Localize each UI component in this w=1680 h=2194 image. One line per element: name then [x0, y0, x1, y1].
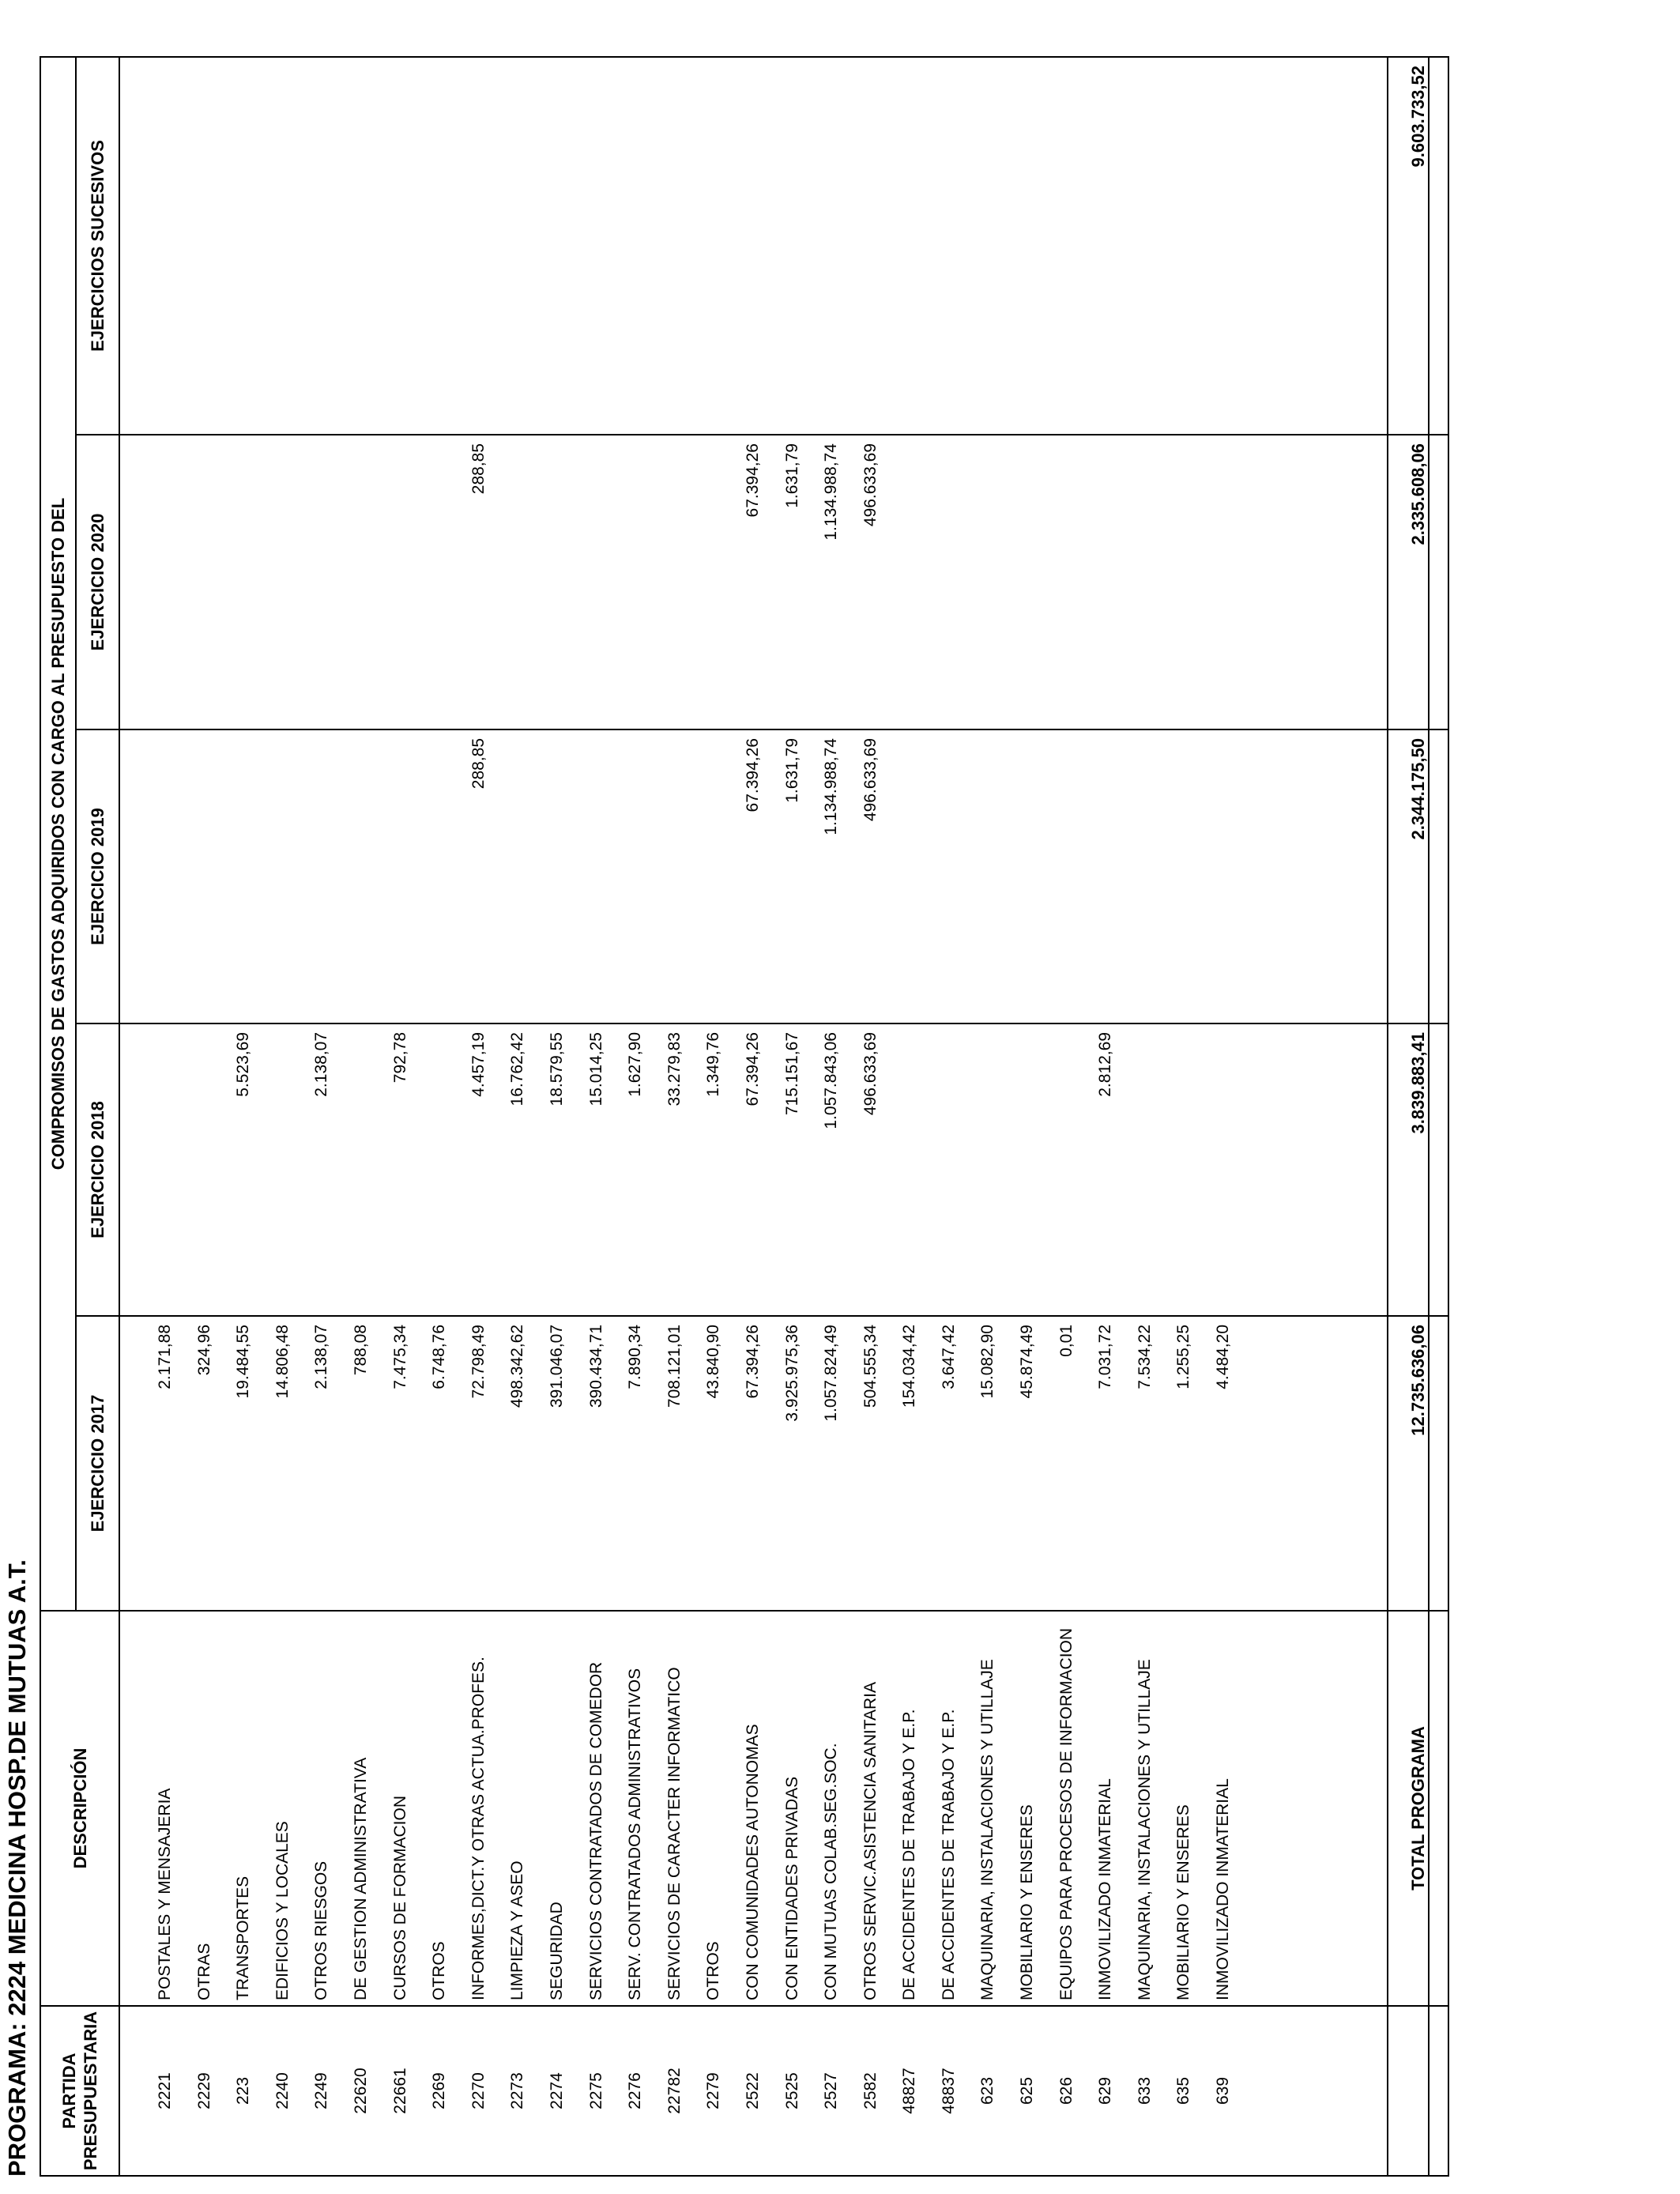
row-1-ej2020 — [185, 443, 224, 729]
row-8-ej2017: 72.798,49 — [469, 1325, 488, 1399]
row-23-ej2020 — [1047, 443, 1087, 729]
row-22-sucesivos — [1008, 66, 1047, 434]
row-4-ej2020 — [302, 443, 341, 729]
row-19-ej2019 — [890, 738, 929, 1023]
row-14-ej2017: 43.840,90 — [704, 1325, 723, 1399]
row-5-descripcion: DE GESTION ADMINISTRATIVA — [351, 1757, 370, 2000]
total-ejercicio-2019: 2.344.175,50 — [1388, 729, 1448, 1023]
row-17-descripcion: CON MUTUAS COLAB.SEG.SOC. — [822, 1743, 841, 2000]
row-14-sucesivos — [694, 66, 733, 434]
row-14-descripcion: OTROS — [704, 1941, 723, 2000]
row-7-ej2018 — [420, 1032, 459, 1315]
row-20-partida: 48837 — [939, 2068, 958, 2114]
row-15-partida: 2522 — [743, 2072, 762, 2109]
row-24-ej2019 — [1086, 738, 1125, 1023]
ejercicio-2019-column — [119, 729, 1429, 1023]
row-24-descripcion: INMOVILIZADO INMATERIAL — [1096, 1778, 1115, 2000]
row-27-ej2020 — [1203, 443, 1243, 729]
row-18-sucesivos — [851, 66, 891, 434]
row-5-ej2019 — [341, 738, 381, 1023]
header-descripcion: DESCRIPCIÓN — [40, 1611, 119, 2006]
row-17-ej2019: 1.134.988,74 — [822, 738, 841, 835]
row-11-ej2018: 15.014,25 — [586, 1032, 605, 1106]
row-13-ej2019 — [655, 738, 695, 1023]
row-7-ej2019 — [420, 738, 459, 1023]
row-18-partida: 2582 — [861, 2072, 880, 2109]
row-27-ej2019 — [1203, 738, 1243, 1023]
row-24-partida: 629 — [1096, 2076, 1115, 2105]
row-17-partida: 2527 — [822, 2072, 841, 2109]
row-9-sucesivos — [498, 66, 537, 434]
row-1-descripcion: OTRAS — [194, 1943, 213, 2000]
row-8-ej2019: 288,85 — [469, 738, 488, 790]
row-12-sucesivos — [616, 66, 655, 434]
row-11-ej2020 — [577, 443, 616, 729]
row-16-ej2020: 1.631,79 — [782, 443, 801, 508]
header-partida: PARTIDA PRESUPUESTARIA — [40, 2006, 119, 2176]
row-2-ej2020 — [224, 443, 263, 729]
header-ejercicio-2019: EJERCICIO 2019 — [76, 729, 119, 1023]
header-ejercicio-2020: EJERCICIO 2020 — [76, 435, 119, 729]
row-21-sucesivos — [968, 66, 1008, 434]
row-11-ej2019 — [577, 738, 616, 1023]
row-12-partida: 2276 — [626, 2072, 645, 2109]
row-15-descripcion: CON COMUNIDADES AUTONOMAS — [743, 1724, 762, 2000]
total-empty-cell — [1388, 2006, 1448, 2176]
total-ejercicio-2017: 12.735.636,06 — [1388, 1316, 1448, 1611]
row-12-descripcion: SERV. CONTRATADOS ADMINISTRATIVOS — [626, 1668, 645, 2000]
row-14-partida: 2279 — [704, 2072, 723, 2109]
row-13-ej2017: 708.121,01 — [665, 1325, 684, 1408]
row-12-ej2019 — [616, 738, 655, 1023]
row-5-ej2017: 788,08 — [351, 1325, 370, 1376]
row-3-descripcion: EDIFICIOS Y LOCALES — [273, 1821, 292, 2000]
row-10-descripcion: SEGURIDAD — [547, 1902, 566, 2000]
row-2-sucesivos — [224, 66, 263, 434]
row-18-ej2020: 496.633,69 — [861, 443, 880, 527]
row-8-ej2020: 288,85 — [469, 443, 488, 495]
row-23-ej2019 — [1047, 738, 1087, 1023]
row-24-ej2020 — [1086, 443, 1125, 729]
row-27-partida: 639 — [1214, 2076, 1233, 2105]
row-1-ej2019 — [185, 738, 224, 1023]
total-label: TOTAL PROGRAMA — [1388, 1611, 1448, 2006]
row-4-ej2019 — [302, 738, 341, 1023]
row-25-ej2020 — [1125, 443, 1165, 729]
ejercicio-2020-column — [119, 435, 1429, 729]
row-4-ej2018: 2.138,07 — [312, 1032, 331, 1097]
row-16-descripcion: CON ENTIDADES PRIVADAS — [782, 1776, 801, 2000]
row-26-sucesivos — [1164, 66, 1203, 434]
ejercicio-2018-column — [119, 1023, 1429, 1316]
row-0-descripcion: POSTALES Y MENSAJERIA — [156, 1788, 174, 2000]
row-10-ej2018: 18.579,55 — [547, 1032, 566, 1106]
row-12-ej2020 — [616, 443, 655, 729]
row-7-partida: 2269 — [430, 2072, 449, 2109]
row-7-sucesivos — [420, 66, 459, 434]
row-26-ej2018 — [1164, 1032, 1203, 1315]
row-24-ej2017: 7.031,72 — [1096, 1325, 1115, 1389]
row-26-descripcion: MOBILIARIO Y ENSERES — [1174, 1804, 1193, 2000]
descripcion-column — [119, 1611, 1429, 2006]
row-0-ej2019 — [145, 738, 185, 1023]
row-19-sucesivos — [890, 66, 929, 434]
row-7-descripcion: OTROS — [430, 1941, 449, 2000]
row-16-ej2019: 1.631,79 — [782, 738, 801, 803]
row-26-partida: 635 — [1174, 2076, 1193, 2105]
row-1-sucesivos — [185, 66, 224, 434]
row-8-descripcion: INFORMES,DICT.Y OTRAS ACTUA.PROFES. — [469, 1657, 488, 2000]
header-ejercicio-2017: EJERCICIO 2017 — [76, 1316, 119, 1611]
row-6-sucesivos — [381, 66, 420, 434]
row-25-sucesivos — [1125, 66, 1165, 434]
row-21-partida: 623 — [978, 2076, 997, 2105]
row-6-ej2018: 792,78 — [390, 1032, 409, 1084]
row-20-sucesivos — [929, 66, 969, 434]
row-1-ej2017: 324,96 — [194, 1325, 213, 1376]
row-9-ej2020 — [498, 443, 537, 729]
row-14-ej2020 — [694, 443, 733, 729]
row-5-partida: 22620 — [351, 2068, 370, 2114]
row-19-ej2017: 154.034,42 — [900, 1325, 919, 1408]
header-ejercicio-2018: EJERCICIO 2018 — [76, 1023, 119, 1316]
row-16-sucesivos — [773, 66, 812, 434]
row-11-ej2017: 390.434,71 — [586, 1325, 605, 1408]
row-11-partida: 2275 — [586, 2072, 605, 2109]
row-21-descripcion: MAQUINARIA, INSTALACIONES Y UTILLAJE — [978, 1659, 997, 2000]
row-10-ej2020 — [537, 443, 577, 729]
row-24-ej2018: 2.812,69 — [1096, 1032, 1115, 1097]
row-3-ej2018 — [263, 1032, 303, 1315]
row-18-descripcion: OTROS SERVIC.ASISTENCIA SANITARIA — [861, 1682, 880, 2000]
row-14-ej2018: 1.349,76 — [704, 1032, 723, 1097]
row-16-ej2017: 3.925.975,36 — [782, 1325, 801, 1422]
row-23-descripcion: EQUIPOS PARA PROCESOS DE INFORMACION — [1057, 1627, 1075, 2000]
row-23-partida: 626 — [1057, 2076, 1075, 2105]
row-15-ej2017: 67.394,26 — [743, 1325, 762, 1399]
row-13-ej2018: 33.279,83 — [665, 1032, 684, 1106]
row-6-descripcion: CURSOS DE FORMACION — [390, 1795, 409, 2000]
row-16-ej2018: 715.151,67 — [782, 1032, 801, 1116]
row-19-ej2020 — [890, 443, 929, 729]
row-19-ej2018 — [890, 1032, 929, 1315]
ejercicios-sucesivos-column — [119, 57, 1429, 435]
row-24-sucesivos — [1086, 66, 1125, 434]
row-18-ej2018: 496.633,69 — [861, 1032, 880, 1116]
row-0-sucesivos — [145, 66, 185, 434]
row-21-ej2019 — [968, 738, 1008, 1023]
row-9-ej2019 — [498, 738, 537, 1023]
row-13-ej2020 — [655, 443, 695, 729]
row-17-ej2017: 1.057.824,49 — [822, 1325, 841, 1422]
row-2-ej2018: 5.523,69 — [234, 1032, 253, 1097]
row-20-ej2019 — [929, 738, 969, 1023]
row-7-ej2020 — [420, 443, 459, 729]
row-3-ej2017: 14.806,48 — [273, 1325, 292, 1399]
row-20-ej2020 — [929, 443, 969, 729]
row-10-partida: 2274 — [547, 2072, 566, 2109]
row-21-ej2017: 15.082,90 — [978, 1325, 997, 1399]
row-15-sucesivos — [733, 66, 773, 434]
row-8-sucesivos — [459, 66, 499, 434]
row-10-sucesivos — [537, 66, 577, 434]
row-4-partida: 2249 — [312, 2072, 331, 2109]
row-20-descripcion: DE ACCIDENTES DE TRABAJO Y E.P. — [939, 1709, 958, 2000]
row-2-ej2019 — [224, 738, 263, 1023]
row-27-ej2017: 4.484,20 — [1214, 1325, 1233, 1389]
row-19-descripcion: DE ACCIDENTES DE TRABAJO Y E.P. — [900, 1709, 919, 2000]
row-22-ej2017: 45.874,49 — [1018, 1325, 1037, 1399]
row-22-ej2018 — [1008, 1032, 1047, 1315]
row-9-descripcion: LIMPIEZA Y ASEO — [508, 1860, 527, 2000]
row-22-ej2019 — [1008, 738, 1047, 1023]
row-22-ej2020 — [1008, 443, 1047, 729]
row-1-ej2018 — [185, 1032, 224, 1315]
row-9-partida: 2273 — [508, 2072, 527, 2109]
row-22-descripcion: MOBILIARIO Y ENSERES — [1018, 1804, 1037, 2000]
row-8-partida: 2270 — [469, 2072, 488, 2109]
row-17-sucesivos — [812, 66, 851, 434]
ejercicio-2017-column — [119, 1316, 1429, 1611]
partida-column — [119, 2006, 1429, 2176]
row-26-ej2017: 1.255,25 — [1174, 1325, 1193, 1389]
row-9-ej2018: 16.762,42 — [508, 1032, 527, 1106]
row-4-descripcion: OTROS RIESGOS — [312, 1860, 331, 2000]
row-1-partida: 2229 — [194, 2072, 213, 2109]
row-6-partida: 22661 — [390, 2068, 409, 2114]
row-2-partida: 223 — [234, 2076, 253, 2105]
row-4-sucesivos — [302, 66, 341, 434]
row-21-ej2018 — [968, 1032, 1008, 1315]
row-22-partida: 625 — [1018, 2076, 1037, 2105]
row-25-ej2018 — [1125, 1032, 1165, 1315]
row-18-ej2019: 496.633,69 — [861, 738, 880, 822]
row-5-ej2020 — [341, 443, 381, 729]
row-26-ej2020 — [1164, 443, 1203, 729]
row-15-ej2018: 67.394,26 — [743, 1032, 762, 1106]
row-26-ej2019 — [1164, 738, 1203, 1023]
row-6-ej2019 — [381, 738, 420, 1023]
program-title: PROGRAMA: 2224 MEDICINA HOSP.DE MUTUAS A.T. — [3, 1559, 31, 2177]
row-21-ej2020 — [968, 443, 1008, 729]
row-3-partida: 2240 — [273, 2072, 292, 2109]
row-6-ej2017: 7.475,34 — [390, 1325, 409, 1389]
budget-table — [40, 56, 1430, 2177]
total-ejercicios-sucesivos: 9.603.733,52 — [1388, 57, 1448, 435]
row-12-ej2018: 1.627,90 — [626, 1032, 645, 1097]
row-25-descripcion: MAQUINARIA, INSTALACIONES Y UTILLAJE — [1135, 1659, 1154, 2000]
total-ejercicio-2018: 3.839.883,41 — [1388, 1023, 1448, 1316]
row-15-ej2019: 67.394,26 — [743, 738, 762, 812]
row-0-partida: 2221 — [156, 2072, 174, 2109]
row-11-descripcion: SERVICIOS CONTRATADOS DE COMEDOR — [586, 1661, 605, 2000]
row-5-ej2018 — [341, 1032, 381, 1315]
row-5-sucesivos — [341, 66, 381, 434]
row-25-partida: 633 — [1135, 2076, 1154, 2105]
row-17-ej2020: 1.134.988,74 — [822, 443, 841, 541]
row-15-ej2020: 67.394,26 — [743, 443, 762, 518]
row-23-ej2017: 0,01 — [1057, 1325, 1075, 1357]
row-11-sucesivos — [577, 66, 616, 434]
row-10-ej2019 — [537, 738, 577, 1023]
row-20-ej2017: 3.647,42 — [939, 1325, 958, 1389]
row-14-ej2019 — [694, 738, 733, 1023]
row-25-ej2019 — [1125, 738, 1165, 1023]
row-13-descripcion: SERVICIOS DE CARACTER INFORMATICO — [665, 1667, 684, 2000]
row-7-ej2017: 6.748,76 — [430, 1325, 449, 1389]
row-12-ej2017: 7.890,34 — [626, 1325, 645, 1389]
row-13-sucesivos — [655, 66, 695, 434]
header-compromisos: COMPROMISOS DE GASTOS ADQUIRIDOS CON CARGO AL PRESUPUESTO DEL — [40, 57, 76, 1611]
row-2-ej2017: 19.484,55 — [234, 1325, 253, 1399]
row-6-ej2020 — [381, 443, 420, 729]
row-3-ej2020 — [263, 443, 303, 729]
row-27-descripcion: INMOVILIZADO INMATERIAL — [1214, 1778, 1233, 2000]
row-0-ej2017: 2.171,88 — [156, 1325, 174, 1389]
row-4-ej2017: 2.138,07 — [312, 1325, 331, 1389]
row-16-partida: 2525 — [782, 2072, 801, 2109]
row-20-ej2018 — [929, 1032, 969, 1315]
row-27-ej2018 — [1203, 1032, 1243, 1315]
row-9-ej2017: 498.342,62 — [508, 1325, 527, 1408]
row-3-sucesivos — [263, 66, 303, 434]
row-23-sucesivos — [1047, 66, 1087, 434]
row-3-ej2019 — [263, 738, 303, 1023]
row-25-ej2017: 7.534,22 — [1135, 1325, 1154, 1389]
total-row — [1387, 56, 1449, 2177]
row-0-ej2018 — [145, 1032, 185, 1315]
header-ejercicios-sucesivos: EJERCICIOS SUCESIVOS — [76, 57, 119, 435]
row-17-ej2018: 1.057.843,06 — [822, 1032, 841, 1129]
row-10-ej2017: 391.046,07 — [547, 1325, 566, 1408]
row-0-ej2020 — [145, 443, 185, 729]
row-23-ej2018 — [1047, 1032, 1087, 1315]
row-27-sucesivos — [1203, 66, 1243, 434]
row-18-ej2017: 504.555,34 — [861, 1325, 880, 1408]
row-2-descripcion: TRANSPORTES — [234, 1875, 253, 2000]
total-ejercicio-2020: 2.335.608,06 — [1388, 435, 1448, 729]
row-13-partida: 22782 — [665, 2068, 684, 2114]
row-19-partida: 48827 — [900, 2068, 919, 2114]
row-8-ej2018: 4.457,19 — [469, 1032, 488, 1097]
